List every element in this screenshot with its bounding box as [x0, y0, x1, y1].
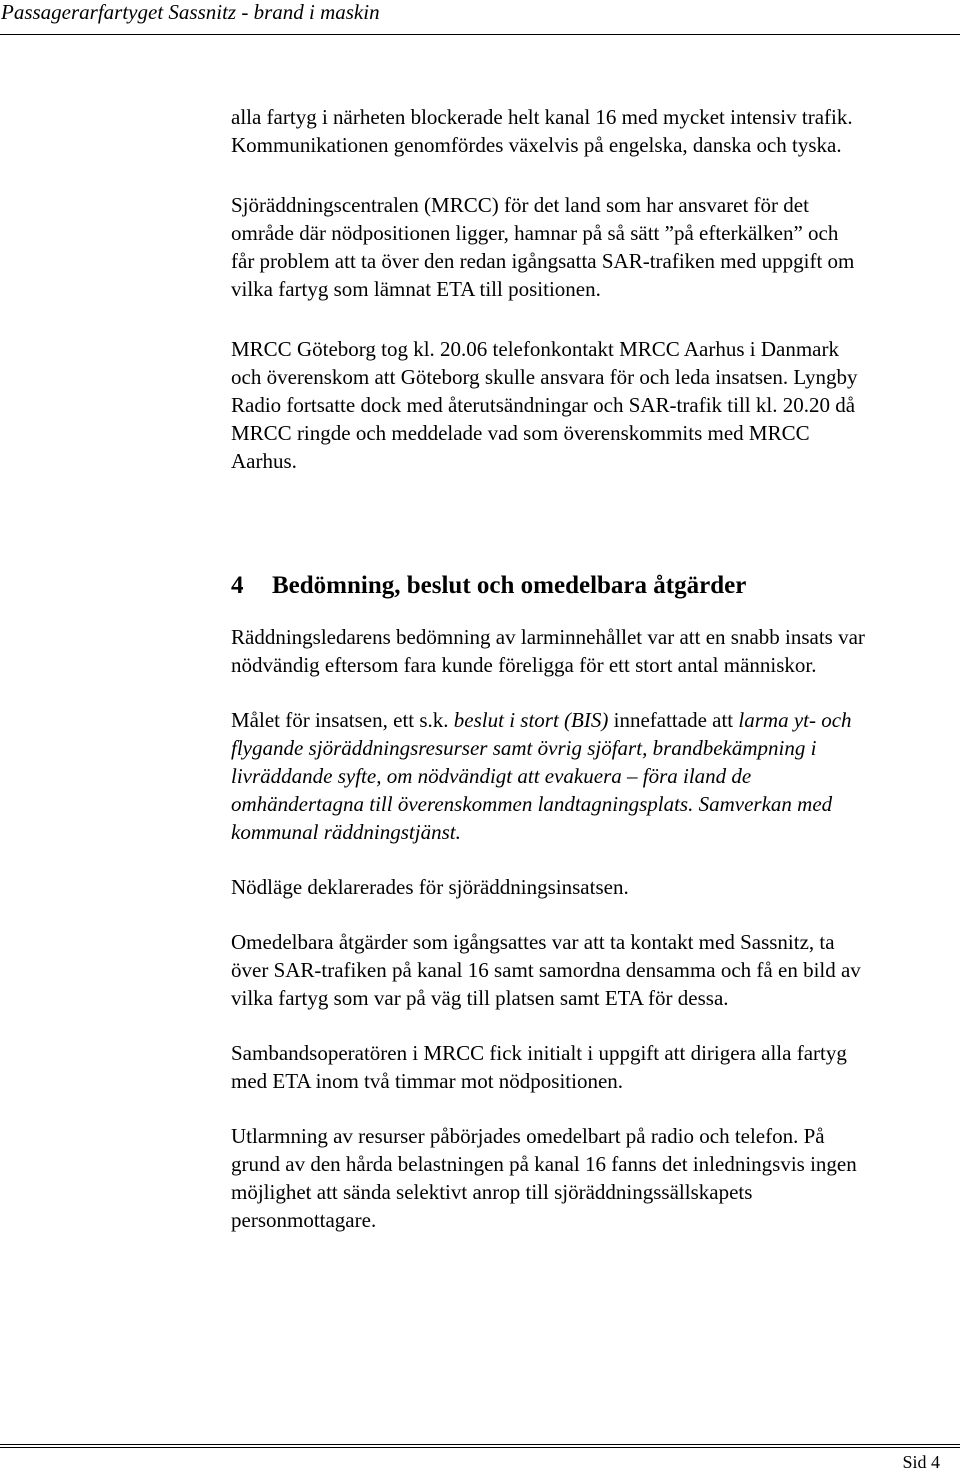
page-number: Sid 4	[902, 1452, 940, 1472]
section-number: 4	[231, 572, 244, 599]
section-title: Bedömning, beslut och omedelbara åtgärder	[272, 572, 747, 599]
section-heading	[231, 571, 959, 601]
footer-divider-bottom	[0, 1447, 960, 1448]
page-body	[231, 103, 959, 1234]
header-divider	[0, 34, 960, 35]
paragraph-samband: Sambandsoperatören i MRCC fick initialt i uppgift att dirigera alla fartyg med ETA inom två timmar mot nödpositionen.	[231, 1041, 847, 1093]
page-header	[0, 0, 960, 40]
paragraph-nodlage: Nödläge deklarerades för sjöräddningsinsatsen.	[231, 875, 629, 899]
malet-goal: larma yt- och flygande sjöräddningsresurser samt övrig sjöfart, brandbekämpning i livräddande syfte, om nödvändigt att evakuera – föra iland de omhändertagna till överenskommen landtagningsplats. Samverkan med kommunal räddningstjänst.	[231, 708, 852, 844]
paragraph-omedelbara: Omedelbara åtgärder som igångsattes var att ta kontakt med Sassnitz, ta över SAR-trafiken på kanal 16 samt samordna densamma och få en bild av vilka fartyg som var på väg till platsen samt ETA för dessa.	[231, 930, 861, 1010]
malet-lead: Målet för insatsen, ett s.k.	[231, 708, 454, 732]
paragraph-sjoraddning: Sjöräddningscentralen (MRCC) för det land som har ansvaret för det område där nödpositionen ligger, hamnar på så sätt ”på efterkälken” och får problem att ta över den redan igångsatta SAR-trafiken med uppgift om vilka fartyg som lämnat ETA till positionen.	[231, 193, 855, 301]
malet-mid: innefattade att	[608, 708, 739, 732]
paragraph-mrcc-goteborg: MRCC Göteborg tog kl. 20.06 telefonkontakt MRCC Aarhus i Danmark och överenskom att Göteborg skulle ansvara för och leda insatsen. Lyngby Radio fortsatte dock med återutsändningar och SAR-trafik till kl. 20.20 då MRCC ringde och meddelade vad som överenskommits med MRCC Aarhus.	[231, 337, 858, 473]
footer-divider-top	[0, 1444, 960, 1445]
document-title: Passagerarfartyget Sassnitz - brand i maskin	[1, 0, 380, 24]
malet-term: beslut i stort (BIS)	[453, 708, 609, 732]
paragraph-bedomning: Räddningsledarens bedömning av larminnehållet var att en snabb insats var nödvändig eftersom fara kunde föreligga för ett stort antal människor.	[231, 625, 865, 677]
paragraph-traffic-continued: alla fartyg i närheten blockerade helt kanal 16 med mycket intensiv trafik. Kommunikationen genomfördes växelvis på engelska, danska och tyska.	[231, 105, 853, 157]
paragraph-utlarmning: Utlarmning av resurser påbörjades omedelbart på radio och telefon. På grund av den hårda belastningen på kanal 16 fanns det inledningsvis ingen möjlighet att sända selektivt anrop till sjöräddningssällskapets personmottagare.	[231, 1124, 857, 1232]
paragraph-malet	[231, 706, 959, 846]
